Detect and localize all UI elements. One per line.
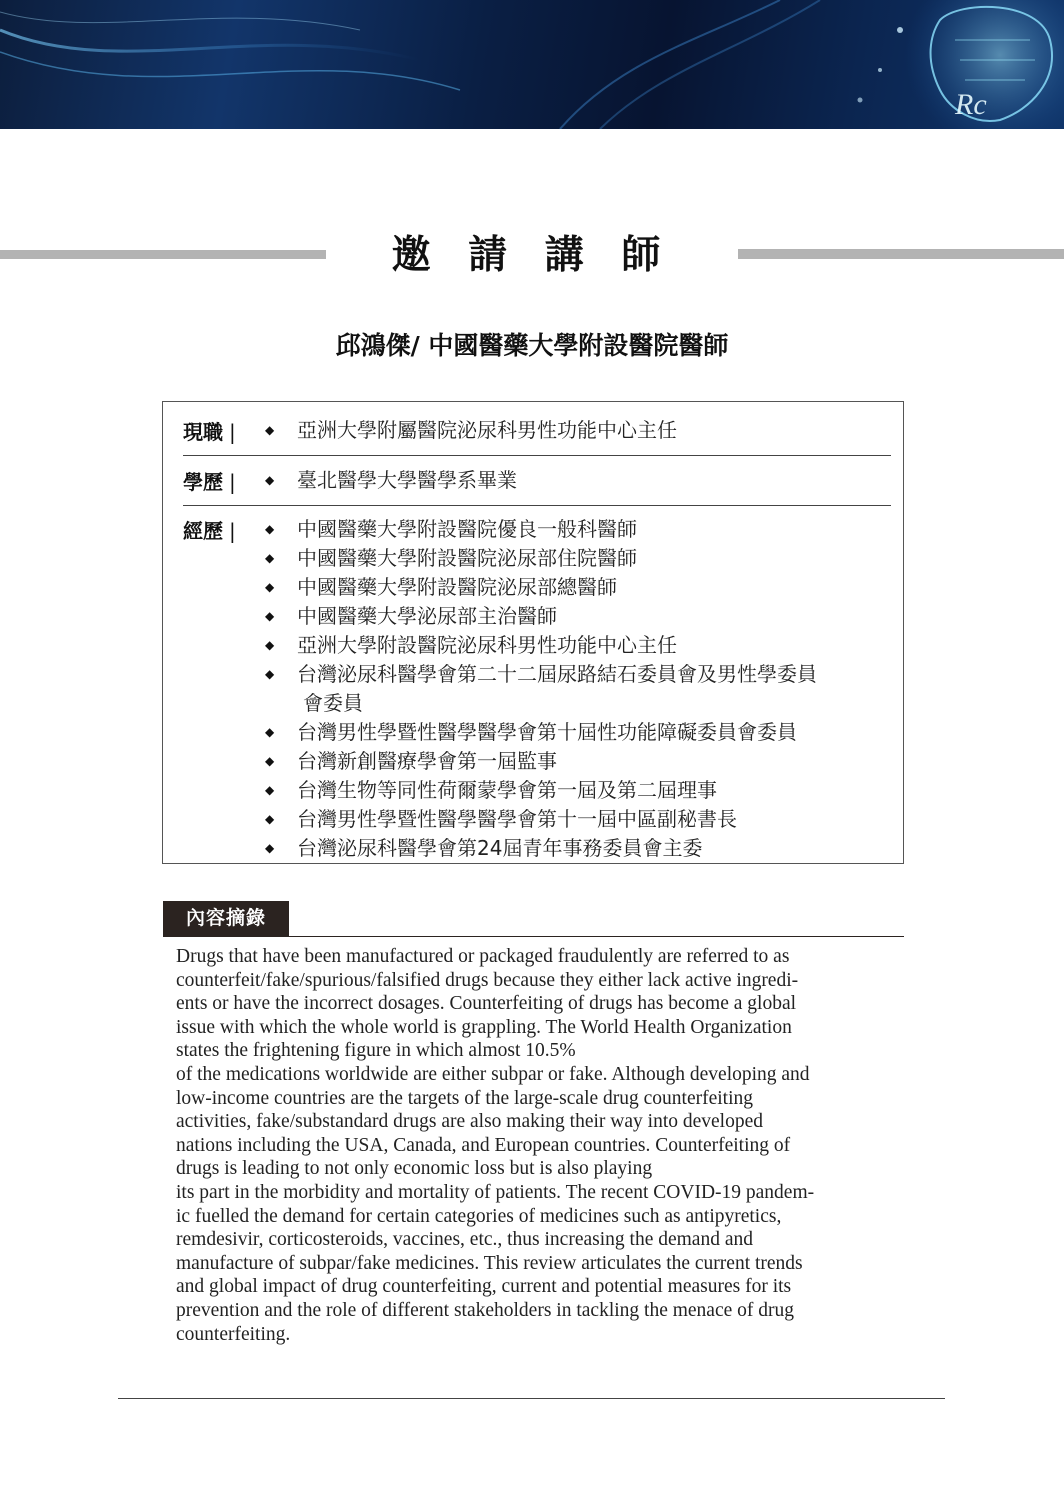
abstract-tag: 內容摘錄 [163,901,289,936]
cv-label-education [183,466,236,495]
abstract-body [176,945,896,1346]
title-rule-right [738,249,1064,259]
list-item [265,573,885,602]
list-item [265,602,885,631]
abstract-line: counterfeit/fake/spurious/falsified drugs because they either lack active ingredi- [176,969,799,991]
list-item [265,718,885,747]
list-item [265,834,885,863]
diamond-bullet-icon: ◆ [265,551,275,565]
cv-item-text: 中國醫藥大學附設醫院優良一般科醫師 [297,517,637,541]
list-item [265,416,885,445]
cv-item-text: 台灣男性學暨性醫學醫學會第十一屆中區副秘書長 [297,807,737,831]
title-row [0,224,1064,280]
abstract-line: ents or have the incorrect dosages. Counterfeiting of drugs has become a global [176,993,797,1015]
list-item [265,747,885,776]
cv-item-continuation: 會委員 [303,691,363,715]
cv-item-text: 亞洲大學附屬醫院泌尿科男性功能中心主任 [297,418,677,442]
list-item [265,544,885,573]
cv-list-current [265,416,885,445]
cv-divider [183,455,891,456]
abstract-line: Drugs that have been manufactured or packaged fraudulently are referred to as [176,946,790,967]
diamond-bullet-icon: ◆ [265,725,275,739]
abstract-line: remdesivir, corticosteroids, vaccines, etc., thus increasing the demand and [176,1229,753,1251]
abstract-line: issue with which the whole world is grappling. The World Health Organization [176,1016,792,1038]
cv-item-text: 台灣泌尿科醫學會第二十二屆尿路結石委員會及男性學委員 [297,662,817,686]
list-item [265,515,885,544]
diamond-bullet-icon: ◆ [265,783,275,797]
diamond-bullet-icon: ◆ [265,423,275,437]
cv-label-text: 學歷 [183,470,223,494]
cv-label-current [183,416,236,445]
list-item [265,805,885,834]
cv-item-text: 亞洲大學附設醫院泌尿科男性功能中心主任 [297,633,677,657]
abstract-line: its part in the morbidity and mortality of patients. The recent COVID-19 pandem- [176,1181,815,1203]
speaker-name: 邱鴻傑/ 中國醫藥大學附設醫院醫師 [335,331,729,360]
abstract-line: low-income countries are the targets of the large-scale drug counterfeiting [176,1087,754,1109]
diamond-bullet-icon: ◆ [265,638,275,652]
abstract-line: drugs is leading to not only economic loss but is also playing [176,1158,653,1180]
diamond-bullet-icon: ◆ [265,841,275,855]
page-title: 邀 請 講 師 [391,233,673,278]
list-item [265,776,885,805]
list-item [265,660,885,718]
list-item [265,466,885,495]
cv-item-text: 台灣男性學暨性醫學醫學會第十屆性功能障礙委員會委員 [297,720,797,744]
abstract-line: of the medications worldwide are either subpar or fake. Although developing and [176,1063,810,1085]
cv-label-text: 現職 [183,420,223,444]
cv-separator: | [229,420,236,444]
cv-item-text: 中國醫藥大學泌尿部主治醫師 [297,604,557,628]
diamond-bullet-icon: ◆ [265,812,275,826]
cv-item-text: 中國醫藥大學附設醫院泌尿部住院醫師 [297,546,637,570]
header-banner [0,0,1064,129]
cv-separator: | [229,519,236,543]
abstract-line: counterfeiting. [176,1323,291,1345]
diamond-bullet-icon: ◆ [265,754,275,768]
abstract-line: activities, fake/substandard drugs are also making their way into developed [176,1111,763,1133]
cv-divider [183,505,891,506]
cv-item-text: 臺北醫學大學醫學系畢業 [297,468,517,492]
abstract-line: and global impact of drug counterfeiting, current and potential measures for its [176,1276,792,1298]
diamond-bullet-icon: ◆ [265,667,275,681]
cv-list-education [265,466,885,495]
banner-artwork [0,0,1064,129]
diamond-bullet-icon: ◆ [265,473,275,487]
cv-separator: | [229,470,236,494]
cv-item-text: 台灣生物等同性荷爾蒙學會第一屆及第二屆理事 [297,778,717,802]
cv-label-text: 經歷 [183,519,223,543]
cv-item-text: 台灣泌尿科醫學會第24屆青年事務委員會主委 [297,836,703,860]
cv-item-text: 台灣新創醫療學會第一屆監事 [297,749,557,773]
speaker-cv-box [162,401,904,864]
diamond-bullet-icon: ◆ [265,609,275,623]
abstract-line: nations including the USA, Canada, and European countries. Counterfeiting of [176,1134,791,1156]
cv-item-text: 中國醫藥大學附設醫院泌尿部總醫師 [297,575,617,599]
abstract-line: manufacture of subpar/fake medicines. This review articulates the current trends [176,1252,803,1274]
diamond-bullet-icon: ◆ [265,522,275,536]
abstract-line: prevention and the role of different stakeholders in tackling the menace of drug [176,1299,795,1321]
cv-label-experience [183,515,236,544]
footer-rule [118,1398,945,1399]
list-item [265,631,885,660]
abstract-line: ic fuelled the demand for certain categories of medicines such as antipyretics, [176,1205,782,1227]
abstract-line: states the frightening figure in which almost 10.5% [176,1040,576,1062]
cv-list-experience [265,515,885,863]
abstract-tag-rule [163,936,904,937]
diamond-bullet-icon: ◆ [265,580,275,594]
rx-logo: Rc [955,88,987,121]
title-rule-left [0,250,326,259]
